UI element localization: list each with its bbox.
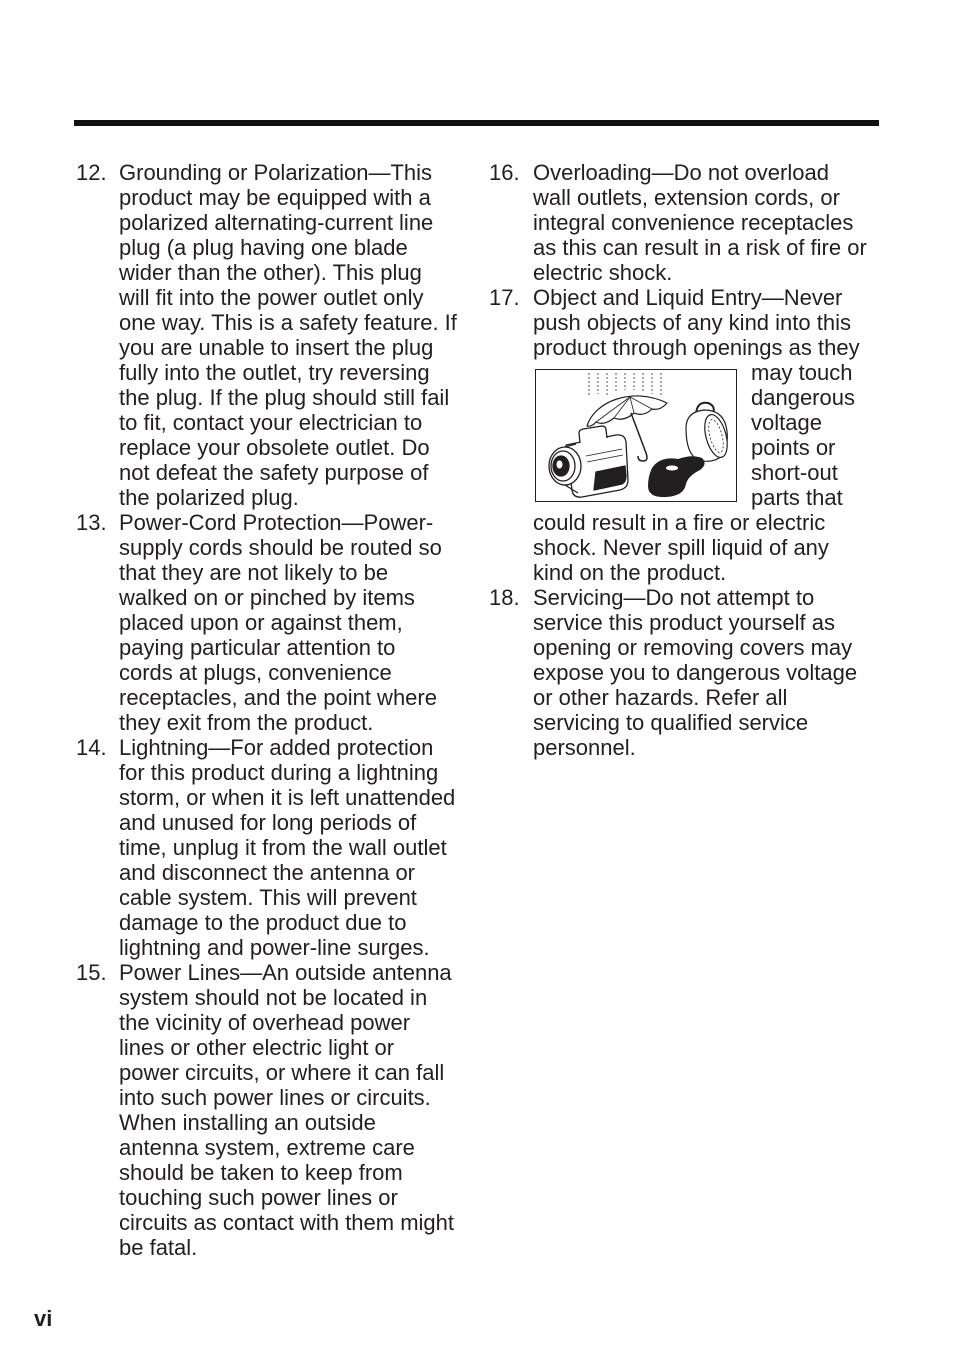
text-line: kind on the product. [533,560,727,585]
text-line: walked on or pinched by items [119,585,415,610]
text-line: and disconnect the antenna or [119,860,416,885]
text-line: points or [751,435,836,460]
text-line: should be taken to keep from [119,1160,403,1185]
text-line: expose you to dangerous voltage [533,660,858,685]
text-line: shock. Never spill liquid of any [533,535,829,560]
text-line: receptacles, and the point where [119,685,437,710]
text-line: the plug. If the plug should still fail [119,385,450,410]
text-line: parts that [751,485,843,510]
text-line: product through openings as they [533,335,860,360]
text-line: wall outlets, extension cords, or [533,185,840,210]
item-number: 12. [76,160,107,185]
text-line: service this product yourself as [533,610,836,635]
text-line: lines or other electric light or [119,1035,395,1060]
text-line: replace your obsolete outlet. Do [119,435,430,460]
text-line: not defeat the safety purpose of [119,460,429,485]
text-line: may touch [751,360,853,385]
text-line: Grounding or Polarization—This [119,160,433,185]
text-line: Power-Cord Protection—Power- [119,510,434,535]
text-line: Object and Liquid Entry—Never [533,285,843,310]
text-line: could result in a fire or electric [533,510,826,535]
text-line: placed upon or against them, [119,610,403,635]
item-number: 14. [76,735,107,760]
text-line: Lightning—For added protection [119,735,434,760]
text-line: cable system. This will prevent [119,885,417,910]
item-text [119,160,476,510]
text-line: into such power lines or circuits. [119,1085,431,1110]
text-line: electric shock. [533,260,673,285]
item-text [533,160,889,285]
list-item-17 [489,285,889,585]
text-line: that they are not likely to be [119,560,389,585]
item-number: 17. [489,285,520,310]
page-number: vi [34,1306,53,1331]
liquid-entry-illustration [535,369,737,502]
text-line: time, unplug it from the wall outlet [119,835,447,860]
item-text [119,735,476,960]
item-text [533,585,889,760]
text-line: wider than the other). This plug [119,260,422,285]
spilled-liquid-icon [648,456,705,497]
text-line: to fit, contact your electrician to [119,410,423,435]
camcorder-icon [549,426,628,497]
text-line: Power Lines—An outside antenna [119,960,452,985]
item-text [119,960,476,1260]
text-line: fully into the outlet, try reversing [119,360,430,385]
text-line: or other hazards. Refer all [533,685,788,710]
text-line: voltage [751,410,822,435]
item-number: 13. [76,510,107,535]
text-line: servicing to qualified service [533,710,809,735]
text-line: personnel. [533,735,636,760]
list-item-12 [76,160,476,510]
text-line: cords at plugs, convenience [119,660,392,685]
item-text [119,510,476,735]
text-line: lightning and power-line surges. [119,935,430,960]
text-line: circuits as contact with them might [119,1210,455,1235]
list-item-16 [489,160,889,285]
list-item-14 [76,735,476,960]
text-line: you are unable to insert the plug [119,335,434,360]
header-rule [74,120,879,126]
text-line: short-out [751,460,838,485]
text-line: will fit into the power outlet only [119,285,424,310]
text-line: damage to the product due to [119,910,407,935]
text-line: Servicing—Do not attempt to [533,585,815,610]
list-item-18 [489,585,889,760]
list-item-13 [76,510,476,735]
text-line: polarized alternating-current line [119,210,434,235]
text-line: paying particular attention to [119,635,396,660]
text-line: antenna system, extreme care [119,1135,415,1160]
text-line: one way. This is a safety feature. If [119,310,457,335]
text-line: plug (a plug having one blade [119,235,408,260]
text-line: When installing an outside [119,1110,376,1135]
text-line: integral convenience receptacles [533,210,854,235]
text-line: opening or removing covers may [533,635,853,660]
text-line: and unused for long periods of [119,810,417,835]
cup-icon [686,403,731,462]
item-text [533,285,889,585]
text-line: power circuits, or where it can fall [119,1060,445,1085]
text-line: touching such power lines or [119,1185,398,1210]
text-line: product may be equipped with a [119,185,431,210]
text-line: the vicinity of overhead power [119,1010,411,1035]
item-number: 18. [489,585,520,610]
text-line: be fatal. [119,1235,198,1260]
text-line: dangerous [751,385,855,410]
text-line: the polarized plug. [119,485,299,510]
rain-icon [589,373,661,396]
figure-wrap [533,360,889,510]
list-item-15 [76,960,476,1260]
figure-side-text [751,360,855,510]
text-line: storm, or when it is left unattended [119,785,456,810]
text-line: push objects of any kind into this [533,310,851,335]
item-number: 16. [489,160,520,185]
left-column [76,160,476,1260]
text-line: supply cords should be routed so [119,535,442,560]
text-line: they exit from the product. [119,710,374,735]
item-number: 15. [76,960,107,985]
text-line: for this product during a lightning [119,760,439,785]
text-line: as this can result in a risk of fire or [533,235,867,260]
text-line: Overloading—Do not overload [533,160,829,185]
right-column [489,160,889,760]
text-line: system should not be located in [119,985,428,1010]
